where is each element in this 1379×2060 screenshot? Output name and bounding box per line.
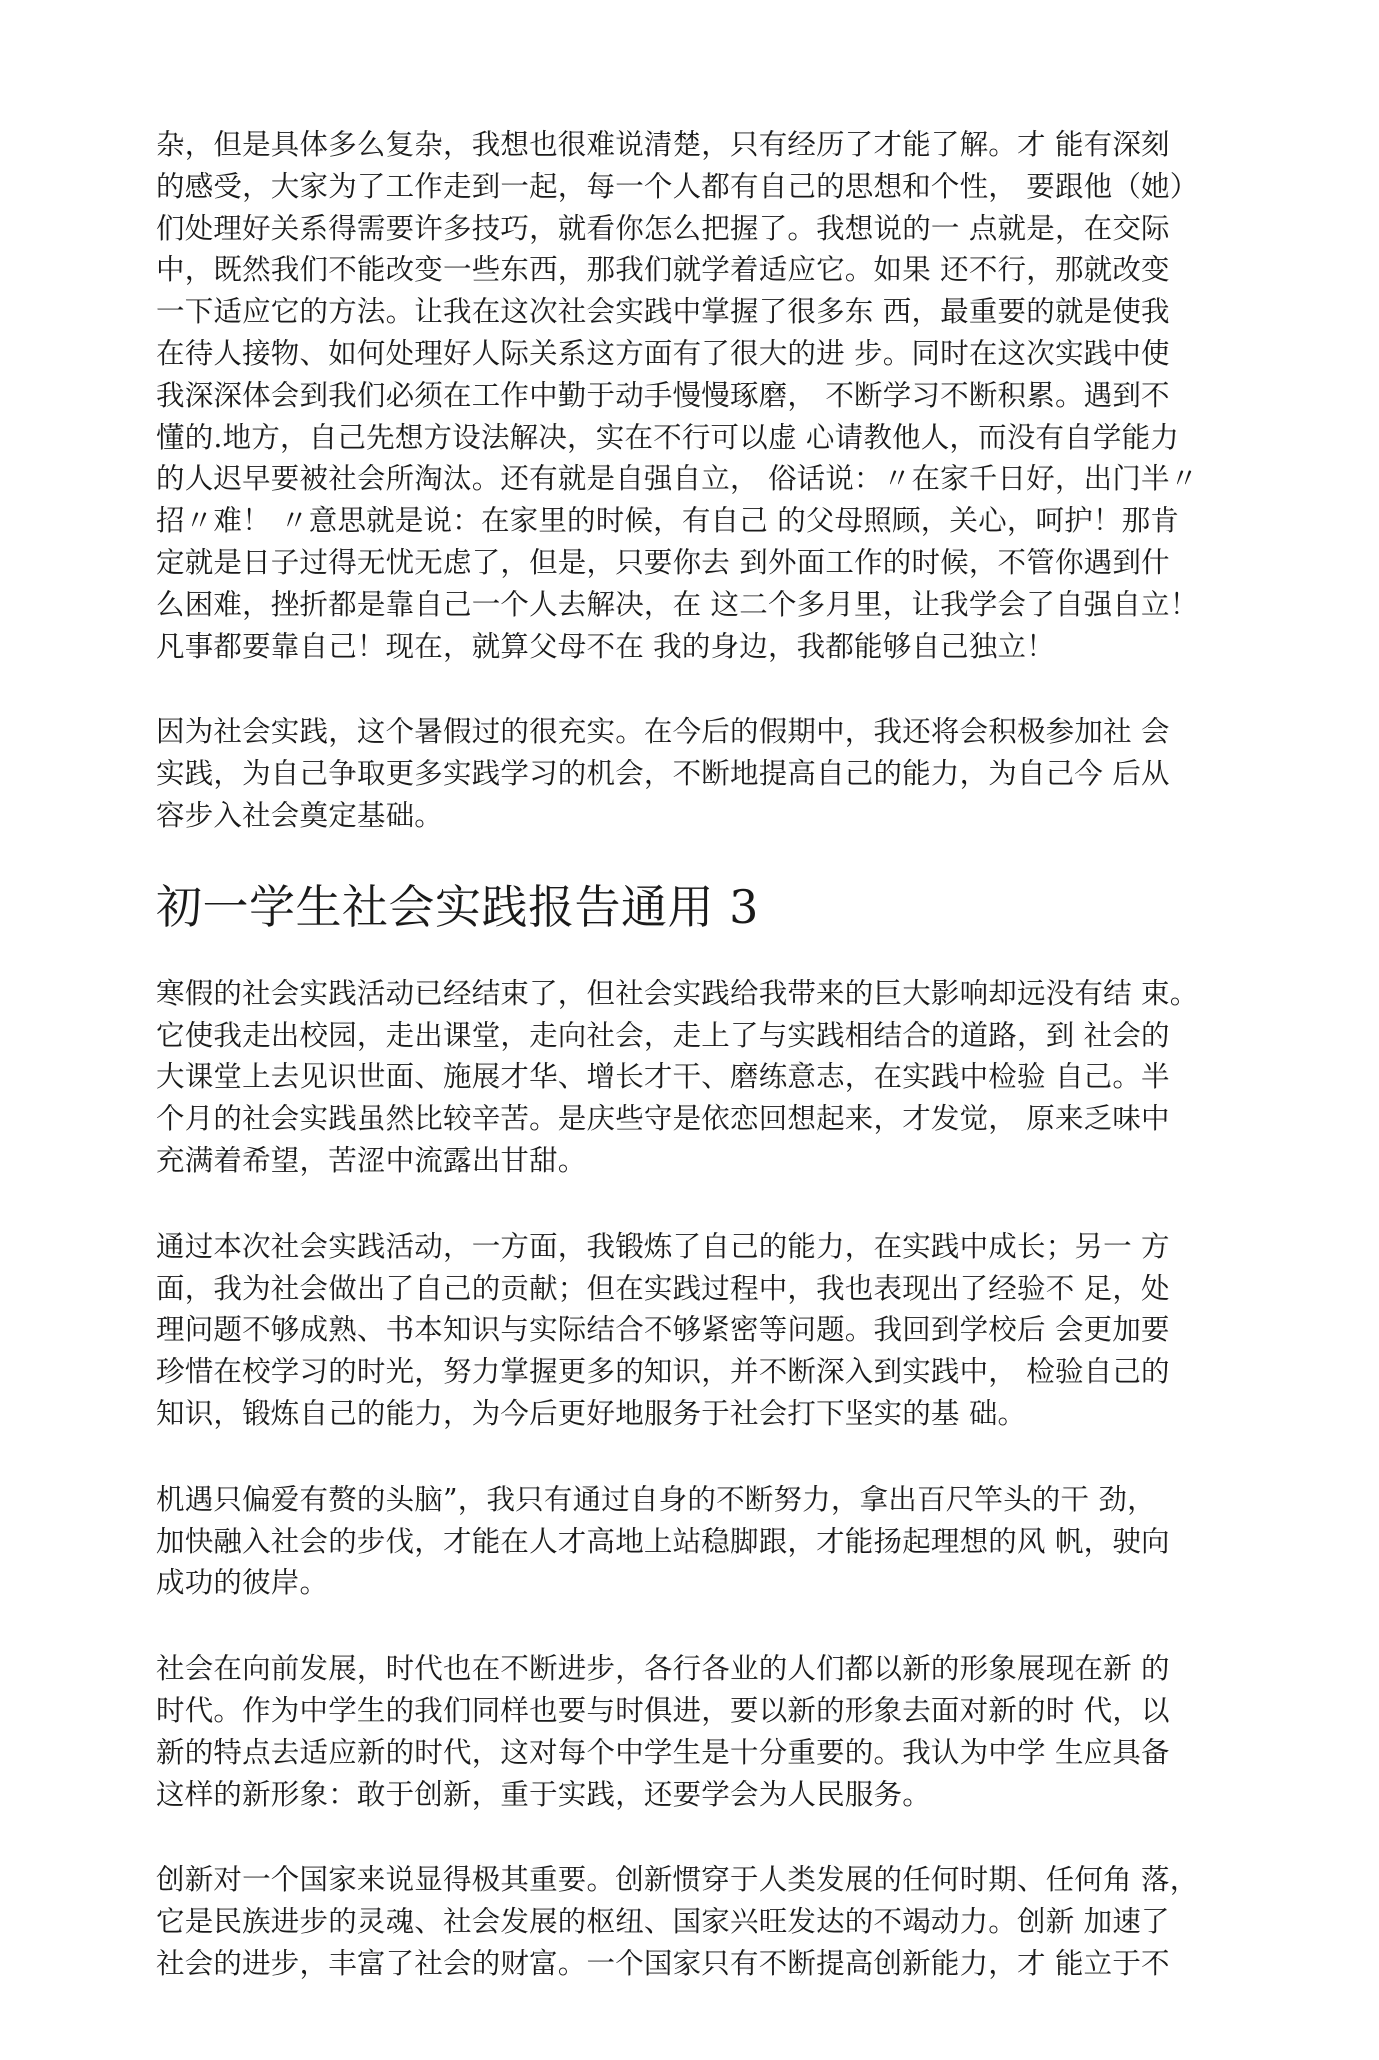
text-line: 社会在向前发展，时代也在不断进步，各行各业的人们都以新的形象展现在新 的 <box>156 1652 1170 1686</box>
text-line: 知识，锻炼自己的能力，为今后更好地服务于社会打下坚实的基 础。 <box>156 1396 1027 1430</box>
text-line: 因为社会实践，这个暑假过的很充实。在今后的假期中，我还将会积极参加社 会 <box>156 715 1170 749</box>
text-line: 么困难，挫折都是靠自己一个人去解决，在 这二个多月里，让我学会了自强自立！ <box>156 587 1199 621</box>
paragraph-6 <box>156 1648 1224 1815</box>
paragraph-2 <box>156 711 1224 836</box>
text-line: 它使我走出校园，走出课堂，走向社会，走上了与实践相结合的道路，到 社会的 <box>156 1018 1170 1052</box>
text-line: 新的特点去适应新的时代，这对每个中学生是十分重要的。我认为中学 生应具备 <box>156 1735 1170 1769</box>
text-line: 杂，但是具体多么复杂，我想也很难说清楚，只有经历了才能了解。才 能有深刻 <box>156 128 1170 161</box>
text-line: 这样的新形象：敢于创新，重于实践，还要学会为人民服务。 <box>156 1777 931 1811</box>
text-line: 珍惜在校学习的时光，努力掌握更多的知识，并不断深入到实践中， 检验自己的 <box>156 1355 1170 1389</box>
text-line: 懂的.地方，自己先想方设法解决，实在不行可以虚 心请教他人，而没有自学能力 <box>156 420 1180 454</box>
text-line: 凡事都要靠自己！现在，就算父母不在 我的身边，我都能够自己独立！ <box>156 629 1055 663</box>
text-line: 的人迟早要被社会所淘汰。还有就是自强自立， 俗话说：〃在家千日好，出门半〃 <box>156 462 1199 496</box>
text-line: 时代。作为中学生的我们同样也要与时俱进，要以新的形象去面对新的时 代，以 <box>156 1693 1170 1727</box>
text-line: 它是民族进步的灵魂、社会发展的枢纽、国家兴旺发达的不竭动力。创新 加速了 <box>156 1905 1170 1939</box>
text-line: 社会的进步，丰富了社会的财富。一个国家只有不断提高创新能力，才 能立于不 <box>156 1946 1170 1980</box>
text-line: 在待人接物、如何处理好人际关系这方面有了很大的进 步。同时在这次实践中使 <box>156 336 1170 370</box>
paragraph-3 <box>156 973 1224 1182</box>
paragraph-1 <box>156 124 1224 667</box>
section-heading: 初一学生社会实践报告通用 3 <box>156 879 759 934</box>
text-line: 寒假的社会实践活动已经结束了，但社会实践给我带来的巨大影响却远没有结 束。 <box>156 976 1199 1010</box>
paragraph-5 <box>156 1479 1224 1604</box>
text-line: 充满着希望，苦涩中流露出甘甜。 <box>156 1143 587 1177</box>
text-line: 一下适应它的方法。让我在这次社会实践中掌握了很多东 西，最重要的就是使我 <box>156 295 1170 329</box>
text-line: 容步入社会奠定基础。 <box>156 798 444 832</box>
text-line: 面，我为社会做出了自己的贡献；但在实践过程中，我也表现出了经验不 足，处 <box>156 1271 1170 1305</box>
text-line: 中，既然我们不能改变一些东西，那我们就学着适应它。如果 还不行，那就改变 <box>156 253 1170 287</box>
text-line: 理问题不够成熟、书本知识与实际结合不够紧密等问题。我回到学校后 会更加要 <box>156 1313 1170 1347</box>
document-page <box>156 124 1224 1985</box>
text-line: 实践，为自己争取更多实践学习的机会，不断地提高自己的能力，为自己今 后从 <box>156 757 1170 791</box>
text-line: 的感受，大家为了工作走到一起，每一个人都有自己的思想和个性， 要跟他（她） <box>156 169 1199 203</box>
text-line: 大课堂上去见识世面、施展才华、增长才干、磨练意志，在实践中检验 自己。半 <box>156 1060 1170 1094</box>
text-line: 创新对一个国家来说显得极其重要。创新惯穿于人类发展的任何时期、任何角 落， <box>156 1863 1199 1897</box>
text-line: 个月的社会实践虽然比较辛苦。是庆些守是依恋回想起来，才发觉， 原来乏味中 <box>156 1102 1170 1136</box>
text-line: 成功的彼岸。 <box>156 1566 329 1600</box>
text-line: 通过本次社会实践活动，一方面，我锻炼了自己的能力，在实践中成长；另一 方 <box>156 1229 1170 1263</box>
text-line: 机遇只偏爱有赘的头脑”，我只有通过自身的不断努力，拿出百尺竿头的干 劲， <box>156 1482 1156 1516</box>
text-line: 招〃难！ 〃意思就是说：在家里的时候，有自己 的父母照顾，关心，呵护！那肯 <box>156 504 1180 538</box>
text-line: 加快融入社会的步伐，才能在人才高地上站稳脚跟，才能扬起理想的风 帆，驶向 <box>156 1524 1170 1558</box>
text-line: 定就是日子过得无忧无虑了，但是，只要你去 到外面工作的时候，不管你遇到什 <box>156 545 1170 579</box>
paragraph-4 <box>156 1226 1224 1435</box>
text-line: 我深深体会到我们必须在工作中勤于动手慢慢琢磨， 不断学习不断积累。遇到不 <box>156 378 1170 412</box>
text-line: 们处理好关系得需要许多技巧，就看你怎么把握了。我想说的一 点就是，在交际 <box>156 211 1170 245</box>
paragraph-7 <box>156 1859 1224 1984</box>
